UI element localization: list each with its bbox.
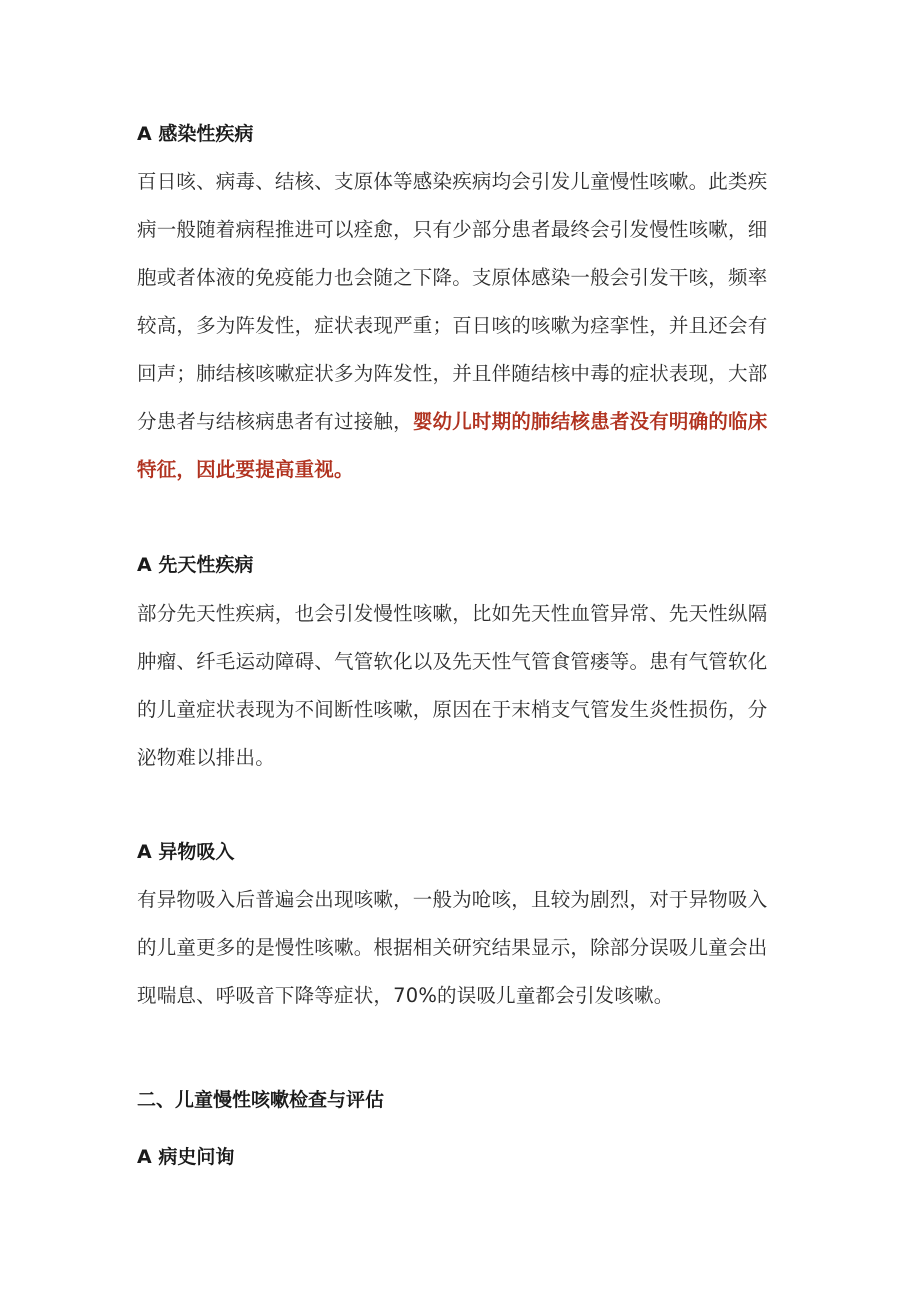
chapter-heading: 二、儿童慢性咳嗽检查与评估: [137, 1089, 385, 1111]
paragraph-congenital: 部分先天性疾病，也会引发慢性咳嗽，比如先天性血管异常、先天性纵隔肿瘤、纤毛运动障碍、气管软化以及先天性气管食管瘘等。患有气管软化的儿童症状表现为不间断性咳嗽，原因在于末梢支气管发生炎性损伤，分泌物难以排出。: [137, 602, 768, 769]
paragraph-foreign-body: 有异物吸入后普遍会出现咳嗽，一般为呛咳，且较为剧烈，对于异物吸入的儿童更多的是慢性咳嗽。根据相关研究结果显示，除部分误吸儿童会出现喘息、呼吸音下降等症状，70%的误吸儿童都会引发咳嗽。: [137, 888, 768, 1007]
section-heading-congenital: A 先天性疾病: [137, 554, 254, 576]
section-heading-infectious: A 感染性疾病: [137, 123, 254, 145]
paragraph-text: 百日咳、病毒、结核、支原体等感染疾病均会引发儿童慢性咳嗽。此类疾病一般随着病程推进可以痊愈，只有少部分患者最终会引发慢性咳嗽，细胞或者体液的免疫能力也会随之下降。支原体感染一般会引发干咳，频率较高，多为阵发性，症状表现严重；百日咳的咳嗽为痉挛性，并且还会有回声；肺结核咳嗽症状多为阵发性，并且伴随结核中毒的症状表现，大部分患者与结核病患者有过接触，: [137, 170, 768, 433]
section-heading-foreign-body: A 异物吸入: [137, 841, 235, 863]
paragraph-infectious: [137, 158, 785, 494]
highlighted-text: 婴幼儿时期的肺结核患者没有明确的临床特征，因此要提高重视。: [137, 410, 768, 481]
section-heading-history: A 病史问询: [137, 1146, 235, 1168]
